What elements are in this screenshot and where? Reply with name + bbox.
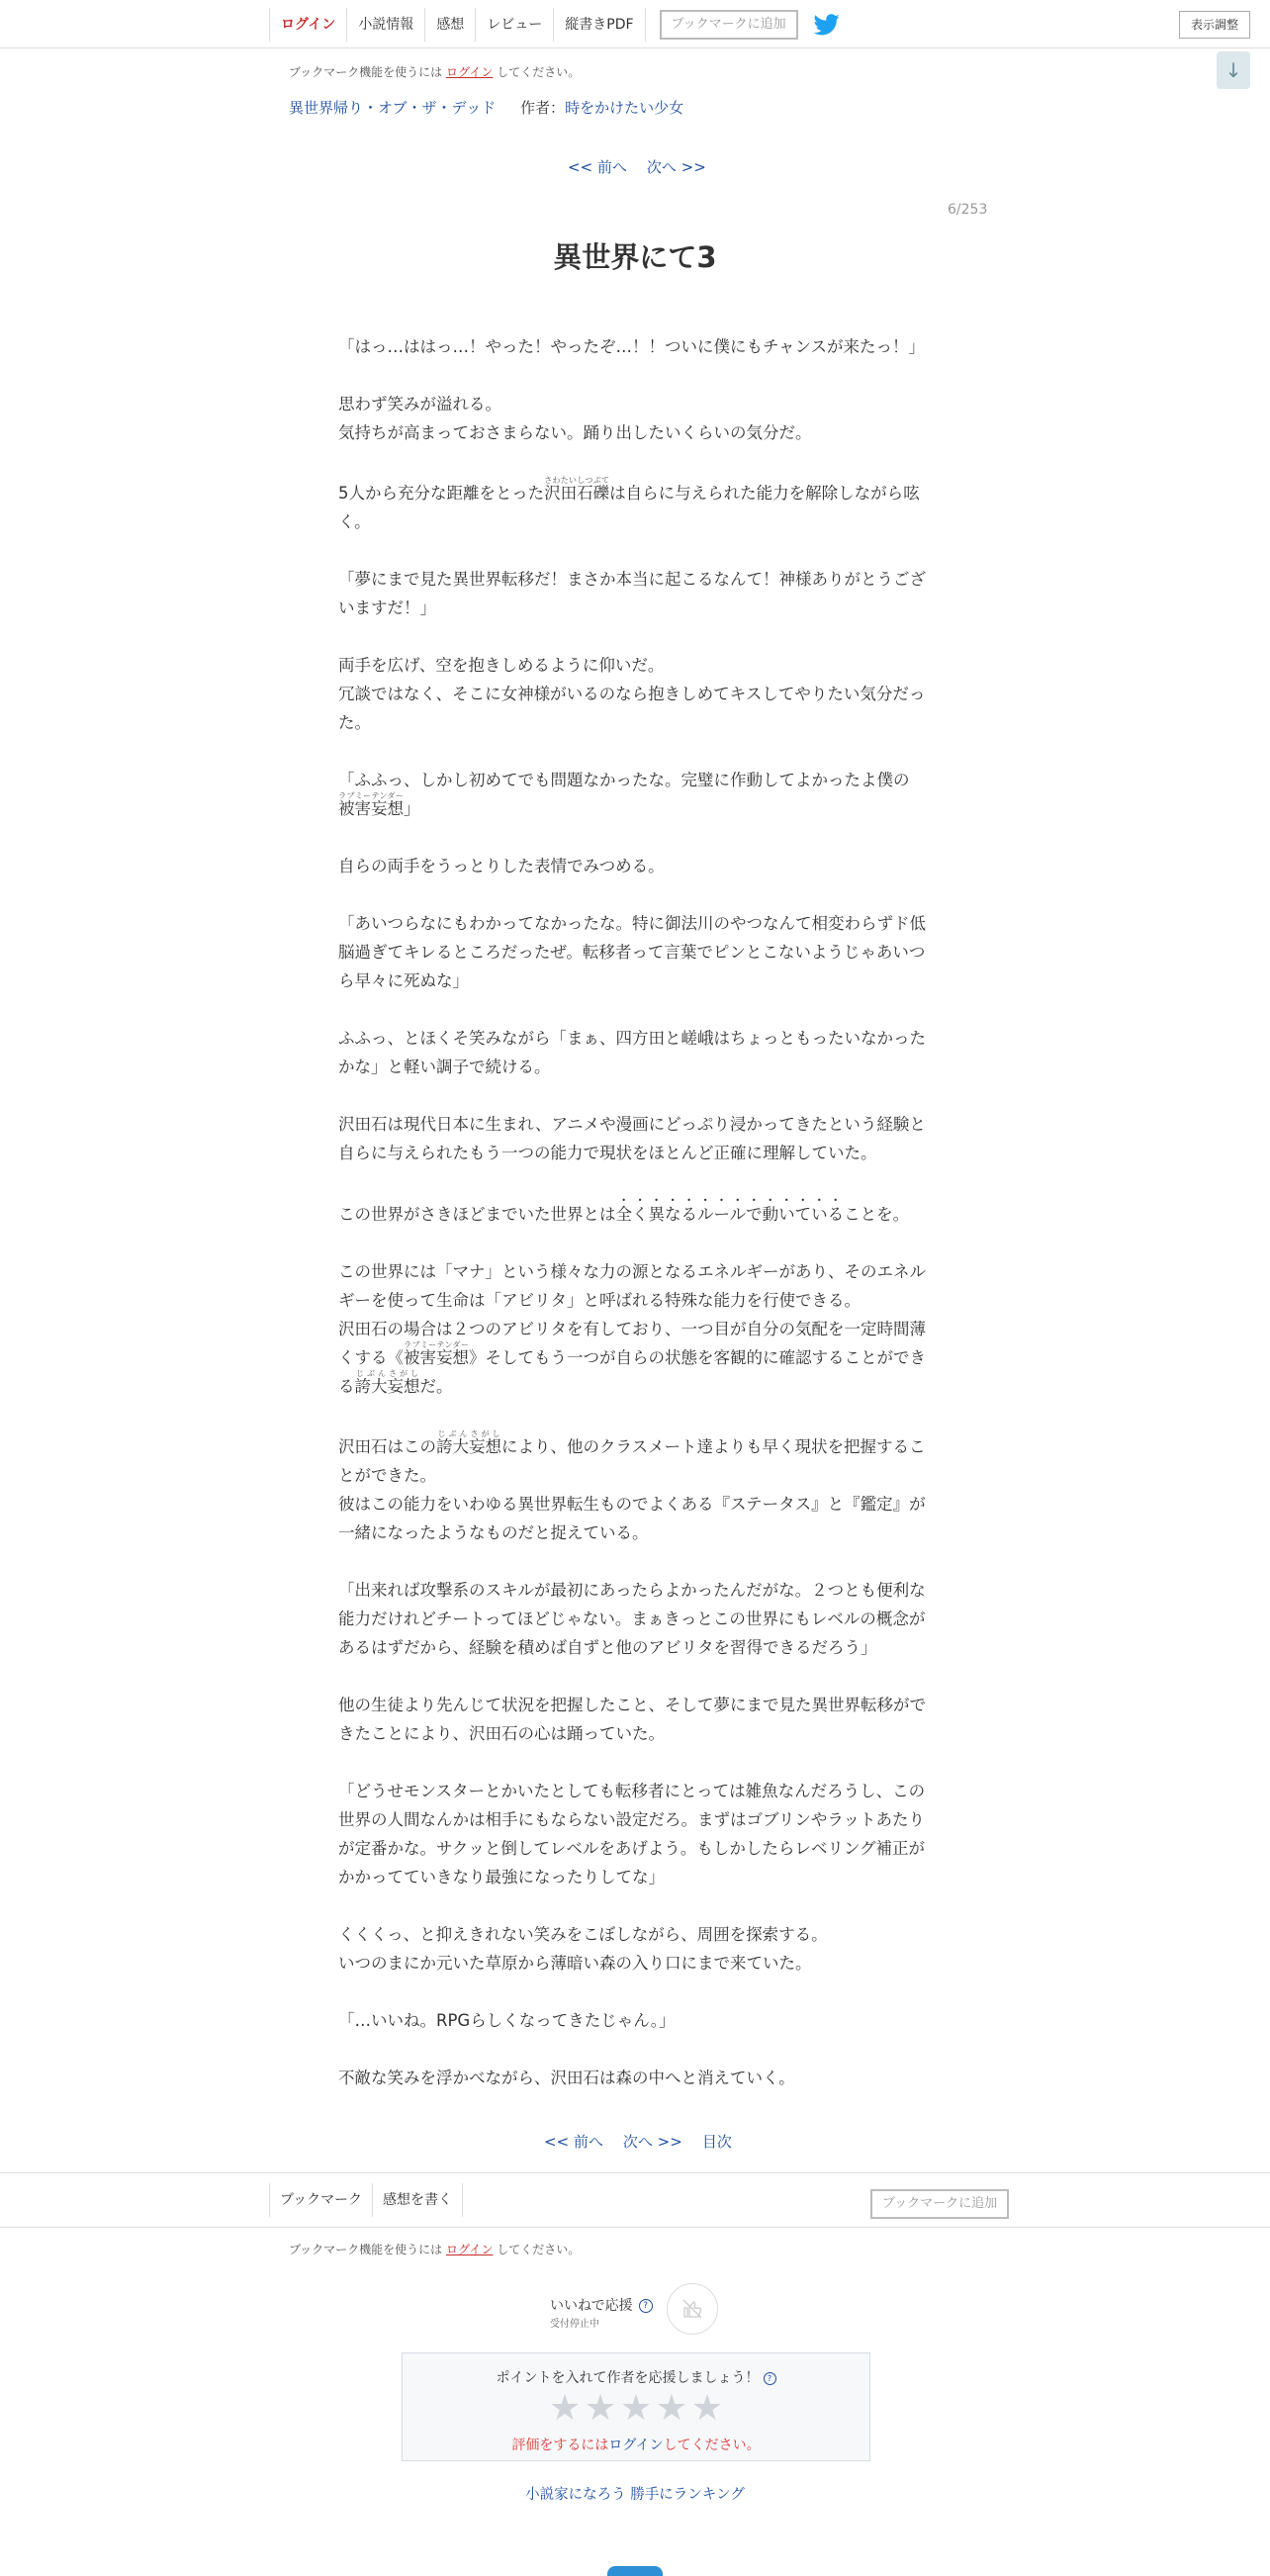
star-icon[interactable]: ★ bbox=[548, 2388, 582, 2429]
toc-link[interactable]: 目次 bbox=[701, 2133, 732, 2151]
page-top-button[interactable] bbox=[607, 2566, 663, 2576]
paragraph: 「あいつらなにもわかってなかったな。特に御法川のやつなんて相変わらずド低脳過ぎてキレるところだったぜ。転移者って言葉でピンとこないようじゃあいつら早々に死ぬな」 bbox=[338, 914, 926, 990]
page-number: 6/253 bbox=[948, 202, 988, 218]
paragraph: 他の生徒より先んじて状況を把握したこと、そして夢にまで見た異世界転移ができたことにより、沢田石の心は踊っていた。 bbox=[338, 1696, 926, 1743]
paragraph: いつのまにか元いた草原から薄暗い森の入り口にまで来ていた。 bbox=[338, 1954, 812, 1973]
bookmark-notice: ブックマーク機能を使うには ログイン してください。 bbox=[289, 65, 581, 79]
twitter-icon[interactable] bbox=[814, 14, 840, 36]
series-info bbox=[289, 97, 683, 118]
star-icon[interactable]: ★ bbox=[690, 2388, 724, 2429]
bottom-pager bbox=[544, 2131, 732, 2152]
star-icon[interactable]: ★ bbox=[619, 2388, 653, 2429]
prev-link[interactable]: << 前へ bbox=[544, 2133, 603, 2151]
like-button[interactable] bbox=[667, 2283, 718, 2335]
paragraph: 「…いいね。RPGらしくなってきたじゃん。」 bbox=[338, 2011, 676, 2030]
paragraph: 沢田石は現代日本に生まれ、アニメや漫画にどっぷり浸かってきたという経験と自らに与えられたもう一つの能力で現状をほとんど正確に理解していた。 bbox=[338, 1115, 926, 1162]
paragraph: この世界がさきほどまでいた世界とは全く異なるルールで動いていることを。 bbox=[338, 1205, 910, 1224]
scroll-down-button[interactable]: ↓ bbox=[1217, 51, 1250, 89]
add-bookmark-button-bottom[interactable]: ブックマークに追加 bbox=[870, 2189, 1009, 2219]
display-settings-button[interactable]: 表示調整 bbox=[1179, 11, 1250, 39]
chapter-title: 異世界にて3 bbox=[553, 240, 717, 274]
vertical-pdf-link[interactable]: 縦書きPDF bbox=[553, 8, 645, 42]
paragraph: 「ふふっ、しかし初めてでも問題なかったな。完璧に作動してよかったよ僕の被害妄想ラブミーテンダー」 bbox=[338, 771, 910, 818]
login-link[interactable]: ログイン bbox=[269, 8, 346, 42]
paragraph: 思わず笑みが溢れる。 bbox=[338, 395, 501, 414]
series-title-link[interactable]: 異世界帰り・オブ・ザ・デッド bbox=[289, 99, 497, 117]
paragraph: この世界には「マナ」という様々な力の源となるエネルギーがあり、そのエネルギーを使って生命は「アビリタ」と呼ばれる特殊な能力を行使できる。 bbox=[338, 1262, 926, 1310]
paragraph: 両手を広げ、空を抱きしめるように仰いだ。 bbox=[338, 656, 665, 675]
top-pager bbox=[568, 156, 706, 177]
paragraph: 冗談ではなく、そこに女神様がいるのなら抱きしめてキスしてやりたい気分だった。 bbox=[338, 685, 926, 732]
next-link[interactable]: 次へ >> bbox=[622, 2133, 682, 2151]
prev-link[interactable]: << 前へ bbox=[568, 158, 627, 176]
paragraph: 「出来れば攻撃系のスキルが最初にあったらよかったんだがな。２つとも便利な能力だけれどチートってほどじゃない。まぁきっとこの世界にもレベルの概念があるはずだから、経験を積めば自ずと他のアビリタを習得できるだろう」 bbox=[338, 1581, 926, 1657]
bottom-bar bbox=[0, 2172, 1270, 2228]
top-nav bbox=[269, 8, 840, 42]
notice-login-link[interactable]: ログイン bbox=[446, 65, 494, 79]
next-link[interactable]: 次へ >> bbox=[646, 158, 706, 176]
rating-title: ポイントを入れて作者を応援しましょう！ ? bbox=[403, 2367, 869, 2387]
like-disabled-icon bbox=[680, 2297, 704, 2321]
paragraph: 彼はこの能力をいわゆる異世界転生ものでよくある『ステータス』と『鑑定』が一緒になったようなものだと捉えている。 bbox=[338, 1495, 926, 1542]
like-label: いいねで応援 ? bbox=[550, 2295, 653, 2315]
paragraph: ふふっ、とほくそ笑みながら「まぁ、四方田と嵯峨はちょっともったいなかったかな」と軽い調子で続ける。 bbox=[338, 1029, 926, 1076]
bookmark-link[interactable]: ブックマーク bbox=[269, 2183, 372, 2217]
help-icon[interactable]: ? bbox=[639, 2299, 653, 2313]
author-label: 作者： bbox=[520, 99, 566, 117]
paragraph: 不敵な笑みを浮かべながら、沢田石は森の中へと消えていく。 bbox=[338, 2069, 795, 2087]
paragraph: 沢田石の場合は２つのアビリタを有しており、一つ目が自分の気配を一定時間薄くする《被害妄想ラブミーテンダー》そしてもう一つが自らの状態を客観的に確認することができる誇大妄想じぶんさがしだ。 bbox=[338, 1320, 926, 1396]
rating-login-link[interactable]: ログイン bbox=[608, 2438, 664, 2453]
add-bookmark-button[interactable]: ブックマークに追加 bbox=[660, 10, 798, 40]
impressions-link[interactable]: 感想 bbox=[424, 8, 475, 42]
like-status: 受付停止中 bbox=[550, 2319, 599, 2330]
review-link[interactable]: レビュー bbox=[475, 8, 553, 42]
novel-info-link[interactable]: 小説情報 bbox=[346, 8, 424, 42]
paragraph: 「はっ…ははっ…！やった！やったぞ…！！ついに僕にもチャンスが来たっ！」 bbox=[338, 337, 926, 356]
paragraph: 「どうせモンスターとかいたとしても転移者にとっては雑魚なんだろうし、この世界の人間なんかは相手にもならない設定だろ。まずはゴブリンやラットあたりが定番かな。サクッと倒してレベルをあげよう。もしかしたらレベリング補正がかかってていきなり最強になったりしてな」 bbox=[338, 1782, 926, 1886]
notice-login-link[interactable]: ログイン bbox=[446, 2243, 494, 2256]
rating-login-notice: 評価をするにはログインしてください。 bbox=[511, 2438, 761, 2453]
bookmark-notice-bottom: ブックマーク機能を使うには ログイン してください。 bbox=[289, 2243, 581, 2256]
rating-box bbox=[402, 2352, 870, 2461]
ranking-link[interactable]: 小説家になろう 勝手にランキング bbox=[525, 2487, 745, 2503]
chapter-body bbox=[338, 332, 932, 2092]
author-link[interactable]: 時をかけたい少女 bbox=[565, 99, 684, 117]
paragraph: 「夢にまで見た異世界転移だ！まさか本当に起こるなんて！神様ありがとうございますだ！」 bbox=[338, 570, 926, 617]
star-icon[interactable]: ★ bbox=[584, 2388, 617, 2429]
help-icon[interactable]: ? bbox=[764, 2372, 776, 2385]
star-icon[interactable]: ★ bbox=[655, 2388, 688, 2429]
bottom-nav bbox=[269, 2183, 463, 2217]
top-bar bbox=[0, 0, 1270, 48]
star-rating[interactable] bbox=[547, 2389, 725, 2429]
paragraph: 5人から充分な距離をとった沢田石礫さわたいしつぶては自らに与えられた能力を解除しながら呟く。 bbox=[338, 476, 920, 531]
write-review-link[interactable]: 感想を書く bbox=[372, 2183, 463, 2217]
paragraph: 気持ちが高まっておさまらない。踊り出したいくらいの気分だ。 bbox=[338, 423, 812, 442]
paragraph: 自らの両手をうっとりした表情でみつめる。 bbox=[338, 857, 665, 875]
paragraph: 沢田石はこの誇大妄想じぶんさがしにより、他のクラスメート達よりも早く現状を把握することができた。 bbox=[338, 1429, 926, 1485]
paragraph: くくくっ、と抑えきれない笑みをこぼしながら、周囲を探索する。 bbox=[338, 1925, 828, 1944]
